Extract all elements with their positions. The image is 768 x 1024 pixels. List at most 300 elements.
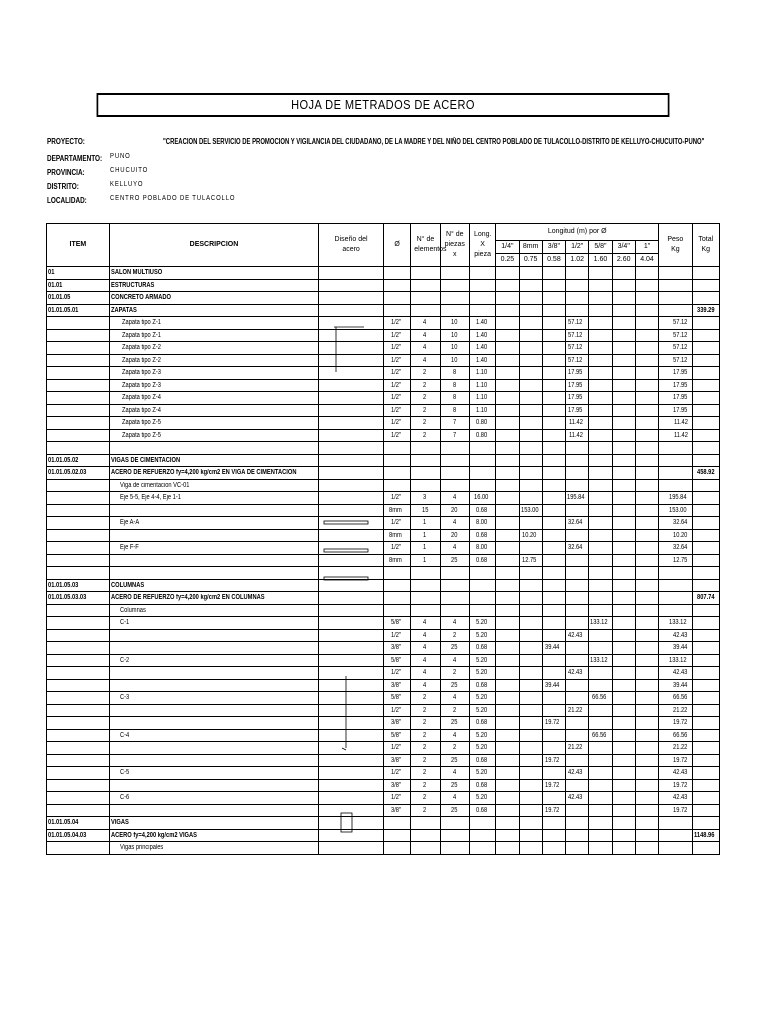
descripcion-cell [109, 742, 318, 755]
col-diameter: 3/4" [612, 241, 635, 254]
longitud-cell [519, 629, 542, 642]
longitud-cell [589, 604, 612, 617]
n-elementos-cell: 2 [411, 792, 440, 805]
longitud-cell [589, 442, 612, 455]
n-piezas-cell [440, 829, 469, 842]
longitud-pieza-cell: 1.10 [469, 404, 495, 417]
longitud-cell [635, 567, 658, 580]
item-cell [47, 754, 110, 767]
descripcion-cell: Vigas principales [109, 842, 318, 855]
longitud-cell [496, 567, 519, 580]
diseno-cell [319, 354, 384, 367]
longitud-cell [496, 817, 519, 830]
n-elementos-cell: 2 [411, 717, 440, 730]
longitud-pieza-cell: 0.68 [469, 717, 495, 730]
peso-cell: 11.42 [659, 429, 692, 442]
descripcion-cell [109, 779, 318, 792]
diametro-cell: 1/2" [383, 492, 410, 505]
total-cell [692, 429, 719, 442]
longitud-cell [612, 317, 635, 330]
diametro-cell: 3/8" [383, 642, 410, 655]
longitud-cell [589, 304, 612, 317]
diametro-cell: 3/8" [383, 754, 410, 767]
longitud-cell [589, 567, 612, 580]
longitud-cell [635, 617, 658, 630]
col-diametro: Ø [383, 224, 410, 267]
longitud-cell [496, 829, 519, 842]
col-weight-factor: 1.02 [566, 254, 589, 267]
n-elementos-cell: 2 [411, 729, 440, 742]
longitud-cell [612, 742, 635, 755]
longitud-cell [519, 329, 542, 342]
longitud-cell: 11.42 [566, 417, 589, 430]
peso-cell [659, 442, 692, 455]
table-row [47, 667, 720, 680]
total-cell [692, 554, 719, 567]
longitud-cell [496, 404, 519, 417]
longitud-cell [612, 717, 635, 730]
n-elementos-cell [411, 442, 440, 455]
diametro-cell: 1/2" [383, 429, 410, 442]
table-row [47, 592, 720, 605]
n-elementos-cell [411, 604, 440, 617]
item-cell [47, 704, 110, 717]
peso-cell [659, 279, 692, 292]
descripcion-cell: Eje F-F [109, 542, 318, 555]
localidad-label: LOCALIDAD: [47, 196, 87, 205]
n-piezas-cell [440, 267, 469, 280]
diseno-cell [319, 692, 384, 705]
item-cell [47, 767, 110, 780]
peso-cell: 39.44 [659, 642, 692, 655]
longitud-cell [589, 429, 612, 442]
longitud-cell [589, 417, 612, 430]
longitud-cell [635, 529, 658, 542]
longitud-cell [519, 342, 542, 355]
longitud-cell [589, 542, 612, 555]
longitud-cell [589, 779, 612, 792]
total-cell [692, 642, 719, 655]
diametro-cell [383, 842, 410, 855]
diseno-cell [319, 292, 384, 305]
longitud-cell [635, 279, 658, 292]
diametro-cell [383, 454, 410, 467]
longitud-cell [566, 654, 589, 667]
diseno-cell [319, 392, 384, 405]
table-row [47, 454, 720, 467]
n-elementos-cell [411, 567, 440, 580]
provincia-value: CHUCUITO [110, 167, 149, 174]
longitud-cell [542, 704, 565, 717]
n-piezas-cell: 4 [440, 767, 469, 780]
item-cell: 01 [47, 267, 110, 280]
longitud-cell: 57.12 [566, 342, 589, 355]
longitud-cell [519, 679, 542, 692]
table-row [47, 642, 720, 655]
n-elementos-cell: 4 [411, 617, 440, 630]
n-piezas-cell: 4 [440, 654, 469, 667]
diametro-cell: 1/2" [383, 417, 410, 430]
longitud-cell [566, 804, 589, 817]
item-cell [47, 692, 110, 705]
longitud-cell [542, 792, 565, 805]
n-elementos-cell: 1 [411, 542, 440, 555]
diametro-cell: 1/2" [383, 792, 410, 805]
longitud-cell [519, 279, 542, 292]
item-cell [47, 779, 110, 792]
longitud-pieza-cell: 0.68 [469, 642, 495, 655]
longitud-cell [635, 842, 658, 855]
longitud-cell [635, 492, 658, 505]
col-diameter: 5/8" [589, 241, 612, 254]
longitud-cell [612, 454, 635, 467]
diseno-cell [319, 467, 384, 480]
descripcion-cell [109, 667, 318, 680]
longitud-cell [519, 804, 542, 817]
longitud-cell [542, 492, 565, 505]
peso-cell: 153.00 [659, 504, 692, 517]
longitud-cell [496, 729, 519, 742]
n-piezas-cell: 25 [440, 554, 469, 567]
n-piezas-cell: 25 [440, 642, 469, 655]
longitud-cell [519, 417, 542, 430]
longitud-cell [496, 604, 519, 617]
diseno-cell [319, 729, 384, 742]
longitud-cell [566, 554, 589, 567]
n-elementos-cell: 15 [411, 504, 440, 517]
n-piezas-cell [440, 579, 469, 592]
departamento-label: DEPARTAMENTO: [47, 154, 103, 163]
longitud-cell [635, 742, 658, 755]
longitud-cell [519, 367, 542, 380]
longitud-cell [566, 454, 589, 467]
peso-cell: 11.42 [659, 417, 692, 430]
col-item: ITEM [47, 224, 110, 267]
longitud-cell [612, 429, 635, 442]
peso-cell: 133.12 [659, 617, 692, 630]
total-cell [692, 379, 719, 392]
longitud-cell [542, 354, 565, 367]
longitud-cell [566, 717, 589, 730]
total-cell [692, 629, 719, 642]
col-longitud-group: Longitud (m) por Ø [496, 224, 659, 241]
col-peso: Peso Kg [659, 224, 692, 267]
longitud-cell [496, 717, 519, 730]
longitud-cell [612, 829, 635, 842]
longitud-cell [566, 779, 589, 792]
diseno-cell [319, 517, 384, 530]
peso-cell: 17.95 [659, 367, 692, 380]
item-cell: 01.01.05.02 [47, 454, 110, 467]
longitud-cell [635, 304, 658, 317]
diseno-cell [319, 792, 384, 805]
longitud-cell: 17.95 [566, 367, 589, 380]
longitud-pieza-cell: 1.40 [469, 354, 495, 367]
longitud-cell [589, 292, 612, 305]
table-row [47, 692, 720, 705]
longitud-cell [542, 329, 565, 342]
peso-cell: 42.43 [659, 792, 692, 805]
diametro-cell: 3/8" [383, 804, 410, 817]
n-elementos-cell: 2 [411, 692, 440, 705]
n-piezas-cell: 4 [440, 792, 469, 805]
n-elementos-cell: 4 [411, 317, 440, 330]
departamento-value: PUNO [110, 153, 131, 160]
longitud-cell [589, 767, 612, 780]
peso-cell [659, 592, 692, 605]
longitud-cell [589, 367, 612, 380]
diametro-cell: 5/8" [383, 729, 410, 742]
n-piezas-cell: 7 [440, 417, 469, 430]
longitud-cell [635, 804, 658, 817]
longitud-cell [519, 379, 542, 392]
descripcion-cell: Zapata tipo Z-2 [109, 354, 318, 367]
longitud-cell [612, 567, 635, 580]
longitud-pieza-cell [469, 467, 495, 480]
diseno-cell [319, 342, 384, 355]
diseno-cell [319, 604, 384, 617]
descripcion-cell: Zapata tipo Z-5 [109, 417, 318, 430]
n-piezas-cell: 8 [440, 367, 469, 380]
longitud-cell [542, 379, 565, 392]
total-cell: 807.74 [692, 592, 719, 605]
longitud-cell [542, 742, 565, 755]
longitud-cell [519, 492, 542, 505]
table-row [47, 567, 720, 580]
longitud-cell [519, 454, 542, 467]
n-elementos-cell: 2 [411, 704, 440, 717]
longitud-cell [542, 529, 565, 542]
longitud-cell [589, 529, 612, 542]
diseno-cell [319, 379, 384, 392]
longitud-cell [635, 692, 658, 705]
table-row [47, 479, 720, 492]
table-row [47, 417, 720, 430]
longitud-cell [589, 404, 612, 417]
longitud-cell [589, 817, 612, 830]
table-row [47, 654, 720, 667]
longitud-cell [612, 679, 635, 692]
longitud-cell [612, 604, 635, 617]
longitud-pieza-cell: 0.68 [469, 679, 495, 692]
diseno-cell [319, 267, 384, 280]
longitud-cell: 21.22 [566, 704, 589, 717]
col-diameter: 1/2" [566, 241, 589, 254]
total-cell [692, 479, 719, 492]
longitud-pieza-cell [469, 279, 495, 292]
total-cell [692, 792, 719, 805]
table-row [47, 517, 720, 530]
col-weight-factor: 2.60 [612, 254, 635, 267]
peso-cell: 32.64 [659, 517, 692, 530]
diametro-cell: 1/2" [383, 767, 410, 780]
longitud-cell [519, 842, 542, 855]
n-elementos-cell: 2 [411, 742, 440, 755]
n-piezas-cell: 10 [440, 354, 469, 367]
item-cell [47, 517, 110, 530]
n-piezas-cell: 4 [440, 617, 469, 630]
n-piezas-cell: 8 [440, 379, 469, 392]
longitud-cell [542, 692, 565, 705]
longitud-cell [519, 767, 542, 780]
longitud-pieza-cell: 0.68 [469, 779, 495, 792]
descripcion-cell [109, 442, 318, 455]
longitud-cell [542, 267, 565, 280]
total-cell [692, 492, 719, 505]
longitud-cell [612, 517, 635, 530]
total-cell [692, 567, 719, 580]
longitud-cell [542, 592, 565, 605]
col-diameter: 1/4" [496, 241, 519, 254]
n-piezas-cell: 4 [440, 542, 469, 555]
longitud-cell [589, 279, 612, 292]
longitud-cell [542, 767, 565, 780]
longitud-cell [542, 617, 565, 630]
longitud-pieza-cell: 5.20 [469, 704, 495, 717]
longitud-cell [566, 604, 589, 617]
n-elementos-cell: 2 [411, 417, 440, 430]
descripcion-cell: ZAPATAS [109, 304, 318, 317]
peso-cell: 57.12 [659, 342, 692, 355]
item-cell [47, 392, 110, 405]
longitud-cell [519, 267, 542, 280]
item-cell [47, 442, 110, 455]
longitud-cell [519, 404, 542, 417]
diametro-cell [383, 479, 410, 492]
longitud-cell [566, 692, 589, 705]
table-row [47, 704, 720, 717]
item-cell [47, 804, 110, 817]
diametro-cell: 5/8" [383, 692, 410, 705]
descripcion-cell: C-3 [109, 692, 318, 705]
diametro-cell: 5/8" [383, 617, 410, 630]
longitud-cell [612, 292, 635, 305]
table-row [47, 579, 720, 592]
total-cell [692, 767, 719, 780]
longitud-cell [589, 742, 612, 755]
n-elementos-cell: 2 [411, 429, 440, 442]
peso-cell: 21.22 [659, 704, 692, 717]
longitud-pieza-cell: 1.40 [469, 342, 495, 355]
longitud-cell [496, 417, 519, 430]
descripcion-cell: Viga de cimentacion VC-01 [109, 479, 318, 492]
diseno-cell [319, 742, 384, 755]
diseno-cell [319, 442, 384, 455]
total-cell [692, 579, 719, 592]
n-piezas-cell: 2 [440, 742, 469, 755]
descripcion-cell: Zapata tipo Z-5 [109, 429, 318, 442]
diametro-cell: 5/8" [383, 654, 410, 667]
longitud-cell [542, 367, 565, 380]
descripcion-cell: ACERO fy=4,200 kg/cm2 VIGAS [109, 829, 318, 842]
diametro-cell [383, 267, 410, 280]
longitud-cell [519, 304, 542, 317]
n-piezas-cell: 25 [440, 779, 469, 792]
diseno-cell [319, 704, 384, 717]
longitud-cell [566, 467, 589, 480]
total-cell [692, 817, 719, 830]
longitud-pieza-cell [469, 592, 495, 605]
n-piezas-cell: 20 [440, 529, 469, 542]
n-piezas-cell [440, 604, 469, 617]
descripcion-cell: Zapata tipo Z-1 [109, 317, 318, 330]
longitud-cell [542, 542, 565, 555]
longitud-cell [496, 579, 519, 592]
longitud-cell [496, 742, 519, 755]
longitud-cell [519, 642, 542, 655]
diametro-cell: 1/2" [383, 354, 410, 367]
longitud-cell [635, 579, 658, 592]
total-cell [692, 392, 719, 405]
longitud-cell [612, 354, 635, 367]
longitud-cell [566, 842, 589, 855]
longitud-cell [589, 317, 612, 330]
n-piezas-cell: 2 [440, 629, 469, 642]
longitud-cell [542, 467, 565, 480]
longitud-cell [566, 292, 589, 305]
longitud-cell [519, 479, 542, 492]
descripcion-cell: ACERO DE REFUERZO fy=4,200 kg/cm2 EN VIGA DE CIMENTACION [109, 467, 318, 480]
n-piezas-cell: 25 [440, 679, 469, 692]
diametro-cell: 1/2" [383, 517, 410, 530]
longitud-cell [542, 479, 565, 492]
diseno-cell [319, 404, 384, 417]
table-row [47, 367, 720, 380]
longitud-cell [635, 404, 658, 417]
item-cell [47, 617, 110, 630]
longitud-cell [519, 579, 542, 592]
longitud-cell: 133.12 [589, 654, 612, 667]
longitud-cell [589, 554, 612, 567]
longitud-cell [496, 379, 519, 392]
longitud-cell [542, 729, 565, 742]
longitud-cell [589, 704, 612, 717]
longitud-pieza-cell: 5.20 [469, 729, 495, 742]
item-cell [47, 404, 110, 417]
longitud-cell [566, 829, 589, 842]
col-diameter: 1" [635, 241, 658, 254]
peso-cell: 57.12 [659, 317, 692, 330]
peso-cell: 66.56 [659, 729, 692, 742]
longitud-cell [612, 817, 635, 830]
total-cell [692, 329, 719, 342]
longitud-cell: 39.44 [542, 642, 565, 655]
longitud-cell: 42.43 [566, 629, 589, 642]
total-cell [692, 742, 719, 755]
longitud-pieza-cell: 8.00 [469, 517, 495, 530]
diseno-cell [319, 279, 384, 292]
table-row [47, 542, 720, 555]
diseno-cell [319, 492, 384, 505]
diseno-cell [319, 767, 384, 780]
diametro-cell [383, 467, 410, 480]
longitud-cell [566, 617, 589, 630]
peso-cell [659, 842, 692, 855]
longitud-cell [496, 292, 519, 305]
longitud-cell [612, 379, 635, 392]
longitud-cell [612, 617, 635, 630]
col-diameter: 3/8" [542, 241, 565, 254]
peso-cell: 133.12 [659, 654, 692, 667]
n-piezas-cell: 25 [440, 717, 469, 730]
longitud-cell [589, 579, 612, 592]
longitud-cell [496, 554, 519, 567]
item-cell [47, 554, 110, 567]
item-cell [47, 679, 110, 692]
longitud-cell [496, 467, 519, 480]
n-piezas-cell [440, 592, 469, 605]
longitud-cell [589, 642, 612, 655]
